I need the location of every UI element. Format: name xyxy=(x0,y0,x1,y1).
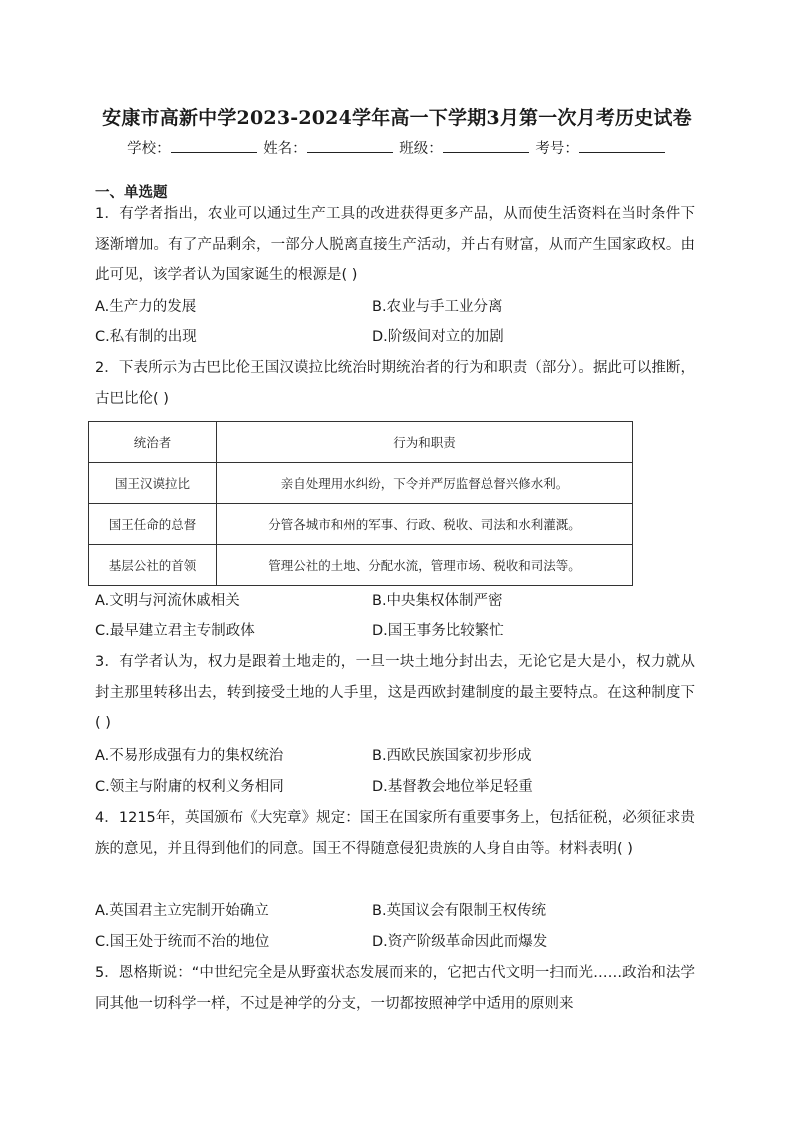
question-2-option-d: D.国王事务比较繁忙 xyxy=(372,623,504,639)
table-header-cell: 统治者 xyxy=(89,422,217,463)
question-3-option-b: B.西欧民族国家初步形成 xyxy=(372,748,532,764)
name-label: 姓名： xyxy=(263,141,307,157)
school-label: 学校： xyxy=(127,141,171,157)
question-1-text: 1．有学者指出，农业可以通过生产工具的改进获得更多产品，从而使生活资料在当时条件下逐渐增加。有了产品剩余，一部分人脱离直接生产活动，并占有财富，从而产生国家政权。由此可见，该学者认为国家诞生的根源是( ) xyxy=(95,206,695,283)
class-blank xyxy=(443,138,529,153)
question-3-options-row-1 xyxy=(95,741,695,771)
question-2-option-b: B.中央集权体制严密 xyxy=(372,593,503,609)
question-2-options-row-1 xyxy=(95,586,695,616)
question-2-option-a: A.文明与河流休戚相关 xyxy=(95,593,240,609)
question-2-table xyxy=(88,421,633,586)
student-info-line xyxy=(0,137,794,158)
question-1-option-a: A.生产力的发展 xyxy=(95,299,197,315)
question-3-option-d: D.基督教会地位举足轻重 xyxy=(372,779,533,795)
question-2-option-c: C.最早建立君主专制政体 xyxy=(95,623,255,639)
school-blank xyxy=(171,138,257,153)
question-4-text: 4．1215年，英国颁布《大宪章》规定：国王在国家所有重要事务上，包括征税，必须征求贵族的意见，并且得到他们的同意。国王不得随意侵犯贵族的人身自由等。材料表明( ) xyxy=(95,810,695,857)
question-4-options-row-1 xyxy=(95,896,695,926)
table-cell: 国王汉谟拉比 xyxy=(89,463,217,504)
question-3-text: 3．有学者认为，权力是跟着土地走的，一旦一块土地分封出去，无论它是大是小，权力就从封主那里转移出去，转到接受土地的人手里，这是西欧封建制度的最主要特点。在这种制度下( ) xyxy=(95,654,695,731)
exam-title: 安康市高新中学2023-2024学年高一下学期3月第一次月考历史试卷 xyxy=(102,107,692,129)
name-blank xyxy=(307,138,393,153)
section-heading: 一、单选题 xyxy=(95,185,168,201)
table-cell: 管理公社的土地、分配水流，管理市场、税收和司法等。 xyxy=(217,545,633,586)
table-header-row xyxy=(89,422,633,463)
question-1-options-row-1 xyxy=(95,292,695,322)
table-cell: 分管各城市和州的军事、行政、税收、司法和水利灌溉。 xyxy=(217,504,633,545)
question-5-text: 5．恩格斯说：“中世纪完全是从野蛮状态发展而来的，它把古代文明一扫而光……政治和法学同其他一切科学一样，不过是神学的分支，一切都按照神学中适用的原则来 xyxy=(95,965,695,1012)
question-1-options-row-2 xyxy=(95,322,695,352)
question-3-option-c: C.领主与附庸的权利义务相同 xyxy=(95,779,284,795)
table-cell: 国王任命的总督 xyxy=(89,504,217,545)
table-row xyxy=(89,504,633,545)
question-4-option-c: C.国王处于统而不治的地位 xyxy=(95,934,270,950)
exam-number-label: 考号： xyxy=(535,141,579,157)
question-2-options-row-2 xyxy=(95,616,695,646)
question-4-option-a: A.英国君主立宪制开始确立 xyxy=(95,903,269,919)
question-3-option-a: A.不易形成强有力的集权统治 xyxy=(95,748,284,764)
exam-number-blank xyxy=(579,138,665,153)
table-cell: 基层公社的首领 xyxy=(89,545,217,586)
class-label: 班级： xyxy=(399,141,443,157)
question-1-option-b: B.农业与手工业分离 xyxy=(372,299,503,315)
question-4-options-row-2 xyxy=(95,927,695,957)
table-header-cell: 行为和职责 xyxy=(217,422,633,463)
question-3-options-row-2 xyxy=(95,772,695,802)
question-4-option-d: D.资产阶级革命因此而爆发 xyxy=(372,934,548,950)
table-cell: 亲自处理用水纠纷，下令并严厉监督总督兴修水利。 xyxy=(217,463,633,504)
table-row xyxy=(89,463,633,504)
question-1-option-d: D.阶级间对立的加剧 xyxy=(372,329,504,345)
question-4-option-b: B.英国议会有限制王权传统 xyxy=(372,903,547,919)
question-1-option-c: C.私有制的出现 xyxy=(95,329,197,345)
question-2-text: 2．下表所示为古巴比伦王国汉谟拉比统治时期统治者的行为和职责（部分）。据此可以推断，古巴比伦( ) xyxy=(95,360,695,407)
table-row xyxy=(89,545,633,586)
